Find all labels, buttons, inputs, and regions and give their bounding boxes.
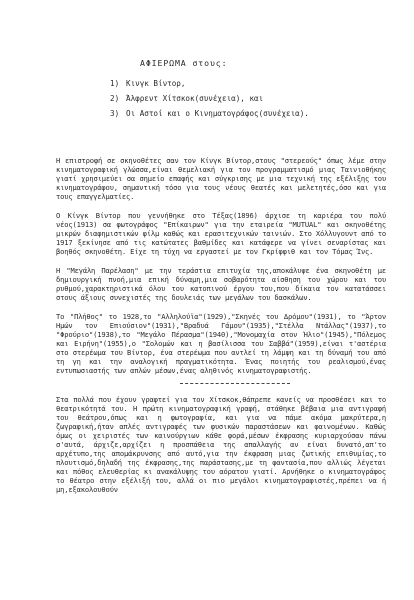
paragraph: Στα πολλά που έχουν γραφτεί για τον Χίτσκοκ,θάπρεπε κανείς να προσθέσει και το θεατρικότητά του. Η πρώτη κινηματογραφική γραφή, στάθηκε βέβαια μια αντιγραφή του θεάτρου,όπως και η φωτογραφία, και για να πάμε ακόμα μακρύτερα,η ζωγραφική,ήταν απλές αντιγραφές των φυσικών παραστάσεων και φαινομένων. Καθώς όμως οι χειριστές των καινούργιων κάθε φορά,μέσων έκφρασης κυριαρχούσαν πάνω σ'αυτά, άρχιζε,αρχίζει η προσπάθεια της απαλλαγής αν είναι δυνατό,απ'το αρχέτυπο,της απομάκρυνσης από αυτό,για την έκφραση μιας ζωτικής επιθυμίας,το πλουτισμό,δηλαδή της έκφρασης,της παράστασης,με τη φαντασία,που αλλιώς λέγεται και πόθος ελευθερίας κι ανακάλυψης του αόρατου γιατί. Αρνήθηκε ο κινηματογράφος το θέατρο στην εξέλιξή του, αλλά οι πιο μεγάλοι κινηματογραφιστές,πρέπει να ή μη,εξακολουθούν bbox=[56, 395, 386, 494]
item-number: 3) bbox=[110, 109, 120, 118]
contents-item bbox=[110, 76, 309, 91]
contents-item bbox=[110, 91, 309, 106]
item-number: 1) bbox=[110, 79, 120, 88]
dedication-title: ΑΦΙΕΡΩΜΑ στους: bbox=[140, 58, 228, 68]
item-text: Άλφρεντ Χίτσκοκ(συνέχεια), και bbox=[126, 94, 264, 103]
item-number: 2) bbox=[110, 94, 120, 103]
contents-list bbox=[110, 76, 309, 121]
section-separator bbox=[180, 383, 290, 384]
paragraph: Ο Κίνγκ Βίντορ που γεννήθηκε στο Τέξας(1896) άρχισε τη καριέρα του πολύ νέος(1913) σα φωτογράφος "Επίκαιρων" για την εταιρεία "MUTUAL" και σκηνοθέτης μικρών διαφημιστικών φίλμ καθώς και ερασιτεχνικών ταινιών. Στο Χόλλυγουντ από το 1917 ξεκίνησε από τις κατώτατες βαθμίδες και κατάφερε να γίνει σεναρίστας και βοηθός σκηνοθέτη. Είχε τη τύχη να εργαστεί με τον Γκρίφφιθ και τον Τόμας Ίνς. bbox=[56, 211, 386, 256]
contents-item bbox=[110, 106, 309, 121]
paragraph: Η επιστροφή σε σκηνοθέτες σαν τον Κίνγκ Βίντορ,στους "στερεούς" όπως λέμε στην κινηματογραφική γλώσσα,είναι θεμελιακή για τον προγραμματισμό μιας Ταινιοθήκης γιατί χρησιμεύει σα σημείο επαφής και σύγκρισης με μια τεχνική της εξέλιξης του κινηματογράφου, σημαντική τόσο για τους νέους θεατές και μελετητές,όσο και για τους επαγγελματίες. bbox=[56, 156, 386, 201]
item-text: Κινγκ Βίντορ, bbox=[126, 79, 186, 88]
paragraph: Η "Μεγάλη Παρέλαση" με την τεράστια επιτυχία της,αποκάλυψε ένα σκηνοθέτη με δημιουργική πνοή,μια επική δύναμη,μια σοβαρότητα αίσθηση του χώρου και του ρυθμού,χαρακτηριστικά όλου του κατοπινού έργου του,που δίκαια τον κατατάσσει στους άξιους συνεχιστές της δουλειάς των μεγάλων του δασκάλων. bbox=[56, 266, 386, 302]
body-text-lower bbox=[56, 395, 386, 504]
paragraph: Το "Πλήθος" το 1928,το "Αλληλούϊα"(1929),"Σκηνές του Δρόμου"(1931), το "Άρτον Ημών τον Επιούσιον"(1931),"Βραδυά Γάμου"(1935),"Στέλλα Ντάλλας"(1937),το "Φρούριο"(1938),το "Μεγάλο Πέρασμα"(1940),"Μονομαχία στον Ήλιο"(1945),"Πόλεμος και Ειρήνη"(1955),ο "Σολομών και η βασίλισσα του Σαββά"(1959),είναι τ'αστέρια στο στερέωμα του Βίντορ, ένα στερέωμα που αντλεί τη λάμψη και τη δύναμή του από τη γη και την αναλογική πραγματικότητα. Ένας ποιητής του ρεαλισμού,ένας εντυπωσιαστής των απλών μέσων,ένας αληθινός κινηματογραφιστής. bbox=[56, 312, 386, 375]
body-text-upper bbox=[56, 156, 386, 385]
item-text: Οι Αστοί και ο Κινηματογράφος(συνέχεια). bbox=[126, 109, 309, 118]
